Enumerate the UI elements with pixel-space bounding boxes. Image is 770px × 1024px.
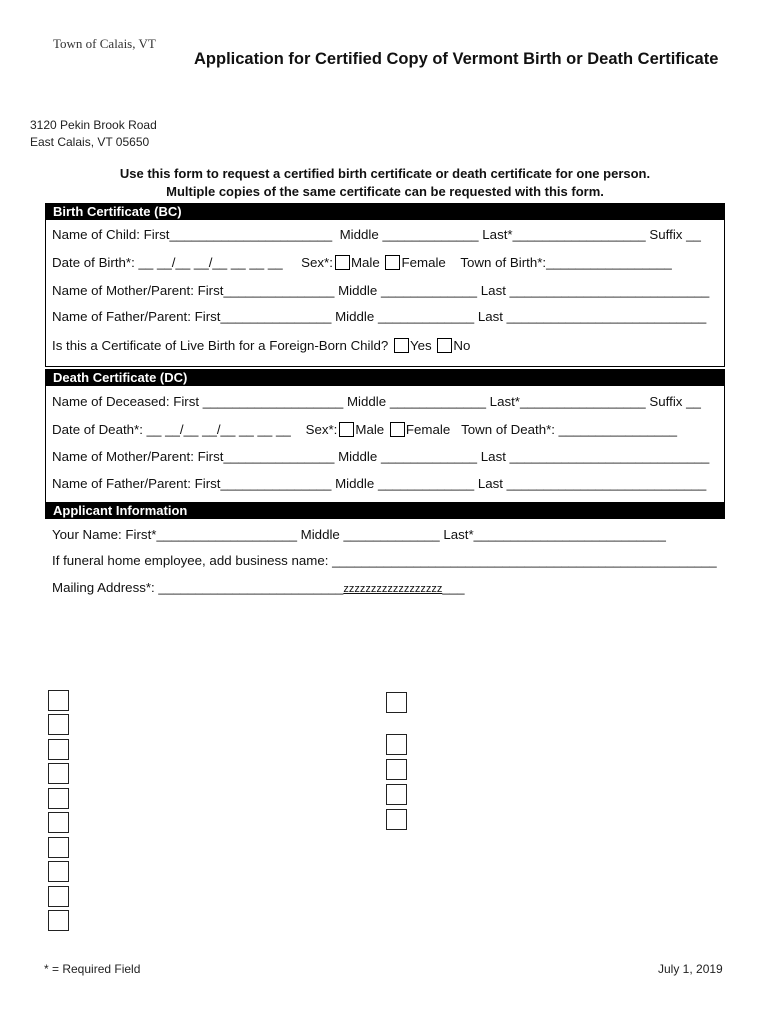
applicant-last-label: Last* xyxy=(443,527,474,542)
death-mother-middle-field[interactable]: _____________ xyxy=(377,449,481,464)
birth-father-first-label: Name of Father/Parent: First xyxy=(52,309,221,324)
birth-male-checkbox[interactable] xyxy=(335,255,350,270)
death-mother-row xyxy=(52,449,709,464)
right-checkbox-3[interactable] xyxy=(386,759,407,780)
death-sex-label: Sex*: xyxy=(305,422,338,437)
left-checkbox-9[interactable] xyxy=(48,886,69,907)
death-male-label: Male xyxy=(355,422,385,437)
child-middle-field[interactable]: _____________ xyxy=(378,227,483,242)
birth-mother-last-label: Last xyxy=(480,283,506,298)
applicant-name-row xyxy=(52,527,666,542)
left-checkbox-4[interactable] xyxy=(48,763,69,784)
funeral-home-field[interactable]: ____________________________________________________ xyxy=(328,553,717,568)
mailing-address-underline: _________________________ xyxy=(154,580,344,595)
birth-mother-first-label: Name of Mother/Parent: First xyxy=(52,283,224,298)
death-female-checkbox[interactable] xyxy=(390,422,405,437)
child-suffix-field[interactable]: __ xyxy=(682,227,701,242)
death-father-middle-label: Middle xyxy=(335,476,375,491)
deceased-suffix-label: Suffix xyxy=(649,394,683,409)
birth-mother-middle-field[interactable]: _____________ xyxy=(377,283,481,298)
birth-father-last-label: Last xyxy=(477,309,503,324)
birth-father-middle-field[interactable]: _____________ xyxy=(374,309,478,324)
death-father-first-label: Name of Father/Parent: First xyxy=(52,476,221,491)
applicant-last-field[interactable]: __________________________ xyxy=(473,527,666,542)
death-father-last-field[interactable]: ___________________________ xyxy=(502,476,707,491)
town-of-birth-field[interactable]: _________________ xyxy=(546,255,672,270)
death-female-label: Female xyxy=(405,422,451,437)
birth-female-label: Female xyxy=(401,255,446,270)
applicant-first-label: Your Name: First* xyxy=(52,527,157,542)
birth-female-checkbox[interactable] xyxy=(385,255,400,270)
death-father-first-field[interactable]: _______________ xyxy=(220,476,336,491)
deceased-first-field[interactable]: ___________________ xyxy=(199,394,347,409)
dod-label: Date of Death*: xyxy=(52,422,143,437)
foreign-yes-checkbox[interactable] xyxy=(394,338,409,353)
child-name-row xyxy=(52,227,701,242)
left-checkbox-5[interactable] xyxy=(48,788,69,809)
child-last-field[interactable]: __________________ xyxy=(512,227,650,242)
foreign-no-checkbox[interactable] xyxy=(437,338,452,353)
birth-sex-label: Sex*: xyxy=(301,255,333,270)
death-mother-last-field[interactable]: ___________________________ xyxy=(505,449,710,464)
birth-mother-row xyxy=(52,283,709,298)
birth-father-first-field[interactable]: _______________ xyxy=(220,309,336,324)
birth-mother-first-field[interactable]: _______________ xyxy=(223,283,339,298)
dob-label: Date of Birth*: xyxy=(52,255,135,270)
deceased-suffix-field[interactable]: __ xyxy=(682,394,701,409)
address-line-1: 3120 Pekin Brook Road xyxy=(30,118,157,132)
mailing-address-field[interactable]: zzzzzzzzzzzzzzzzzz xyxy=(343,583,443,595)
funeral-home-row xyxy=(52,553,717,568)
deceased-last-field[interactable]: _________________ xyxy=(519,394,650,409)
death-section-heading: Death Certificate (DC) xyxy=(45,369,725,386)
death-mother-middle-label: Middle xyxy=(338,449,378,464)
right-checkbox-2[interactable] xyxy=(386,734,407,755)
revision-date: July 1, 2019 xyxy=(658,962,723,976)
mailing-address-row xyxy=(52,580,465,595)
dod-field[interactable]: __ __/__ __/__ __ __ __ xyxy=(142,422,306,437)
mailing-address-underline-end: ___ xyxy=(442,580,465,595)
deceased-middle-field[interactable]: _____________ xyxy=(386,394,490,409)
applicant-section-heading: Applicant Information xyxy=(45,502,725,519)
birth-date-row xyxy=(52,255,672,270)
mailing-address-label: Mailing Address*: xyxy=(52,580,155,595)
required-field-note: * = Required Field xyxy=(44,962,141,976)
child-middle-label: Middle xyxy=(339,227,379,242)
deceased-last-label: Last* xyxy=(489,394,520,409)
town-of-death-field[interactable]: ________________ xyxy=(554,422,677,437)
child-first-label: Name of Child: First xyxy=(52,227,170,242)
deceased-first-label: Name of Deceased: First xyxy=(52,394,200,409)
foreign-born-row xyxy=(52,338,470,353)
left-checkbox-3[interactable] xyxy=(48,739,69,760)
intro-line-1: Use this form to request a certified birth certificate or death certificate for one person. xyxy=(119,166,651,181)
death-mother-first-field[interactable]: _______________ xyxy=(223,449,339,464)
funeral-home-label: If funeral home employee, add business name: xyxy=(52,553,329,568)
death-father-last-label: Last xyxy=(477,476,503,491)
address-line-2: East Calais, VT 05650 xyxy=(30,135,150,149)
deceased-middle-label: Middle xyxy=(346,394,387,409)
foreign-born-question: Is this a Certificate of Live Birth for a Foreign-Born Child? xyxy=(52,338,389,353)
dob-field[interactable]: __ __/__ __/__ __ __ __ xyxy=(134,255,302,270)
intro-line-2: Multiple copies of the same certificate can be requested with this form. xyxy=(166,184,604,199)
birth-father-last-field[interactable]: ___________________________ xyxy=(502,309,707,324)
left-checkbox-10[interactable] xyxy=(48,910,69,931)
birth-mother-last-field[interactable]: ___________________________ xyxy=(505,283,710,298)
town-name: Town of Calais, VT xyxy=(53,36,156,51)
birth-father-row xyxy=(52,309,706,324)
child-last-label: Last* xyxy=(482,227,513,242)
page-title: Application for Certified Copy of Vermont Birth or Death Certificate xyxy=(194,50,719,68)
child-suffix-label: Suffix xyxy=(649,227,683,242)
birth-male-label: Male xyxy=(350,255,380,270)
birth-section-heading: Birth Certificate (BC) xyxy=(45,203,725,220)
death-mother-last-label: Last xyxy=(480,449,506,464)
left-checkbox-6[interactable] xyxy=(48,812,69,833)
death-date-row xyxy=(52,422,677,437)
applicant-middle-field[interactable]: _____________ xyxy=(339,527,444,542)
town-of-birth-label: Town of Birth*: xyxy=(460,255,547,270)
foreign-yes-label: Yes xyxy=(409,338,432,353)
birth-mother-middle-label: Middle xyxy=(338,283,378,298)
left-checkbox-1[interactable] xyxy=(48,690,69,711)
town-of-death-label: Town of Death*: xyxy=(461,422,555,437)
right-checkbox-4[interactable] xyxy=(386,784,407,805)
death-father-row xyxy=(52,476,706,491)
foreign-no-label: No xyxy=(453,338,471,353)
death-mother-first-label: Name of Mother/Parent: First xyxy=(52,449,224,464)
deceased-name-row xyxy=(52,394,701,409)
right-checkbox-1[interactable] xyxy=(386,692,407,713)
left-checkbox-8[interactable] xyxy=(48,861,69,882)
child-first-field[interactable]: ______________________ xyxy=(169,227,340,242)
applicant-first-field[interactable]: ___________________ xyxy=(156,527,301,542)
death-father-middle-field[interactable]: _____________ xyxy=(374,476,478,491)
left-checkbox-2[interactable] xyxy=(48,714,69,735)
right-checkbox-5[interactable] xyxy=(386,809,407,830)
death-male-checkbox[interactable] xyxy=(339,422,354,437)
birth-father-middle-label: Middle xyxy=(335,309,375,324)
left-checkbox-7[interactable] xyxy=(48,837,69,858)
applicant-middle-label: Middle xyxy=(300,527,340,542)
